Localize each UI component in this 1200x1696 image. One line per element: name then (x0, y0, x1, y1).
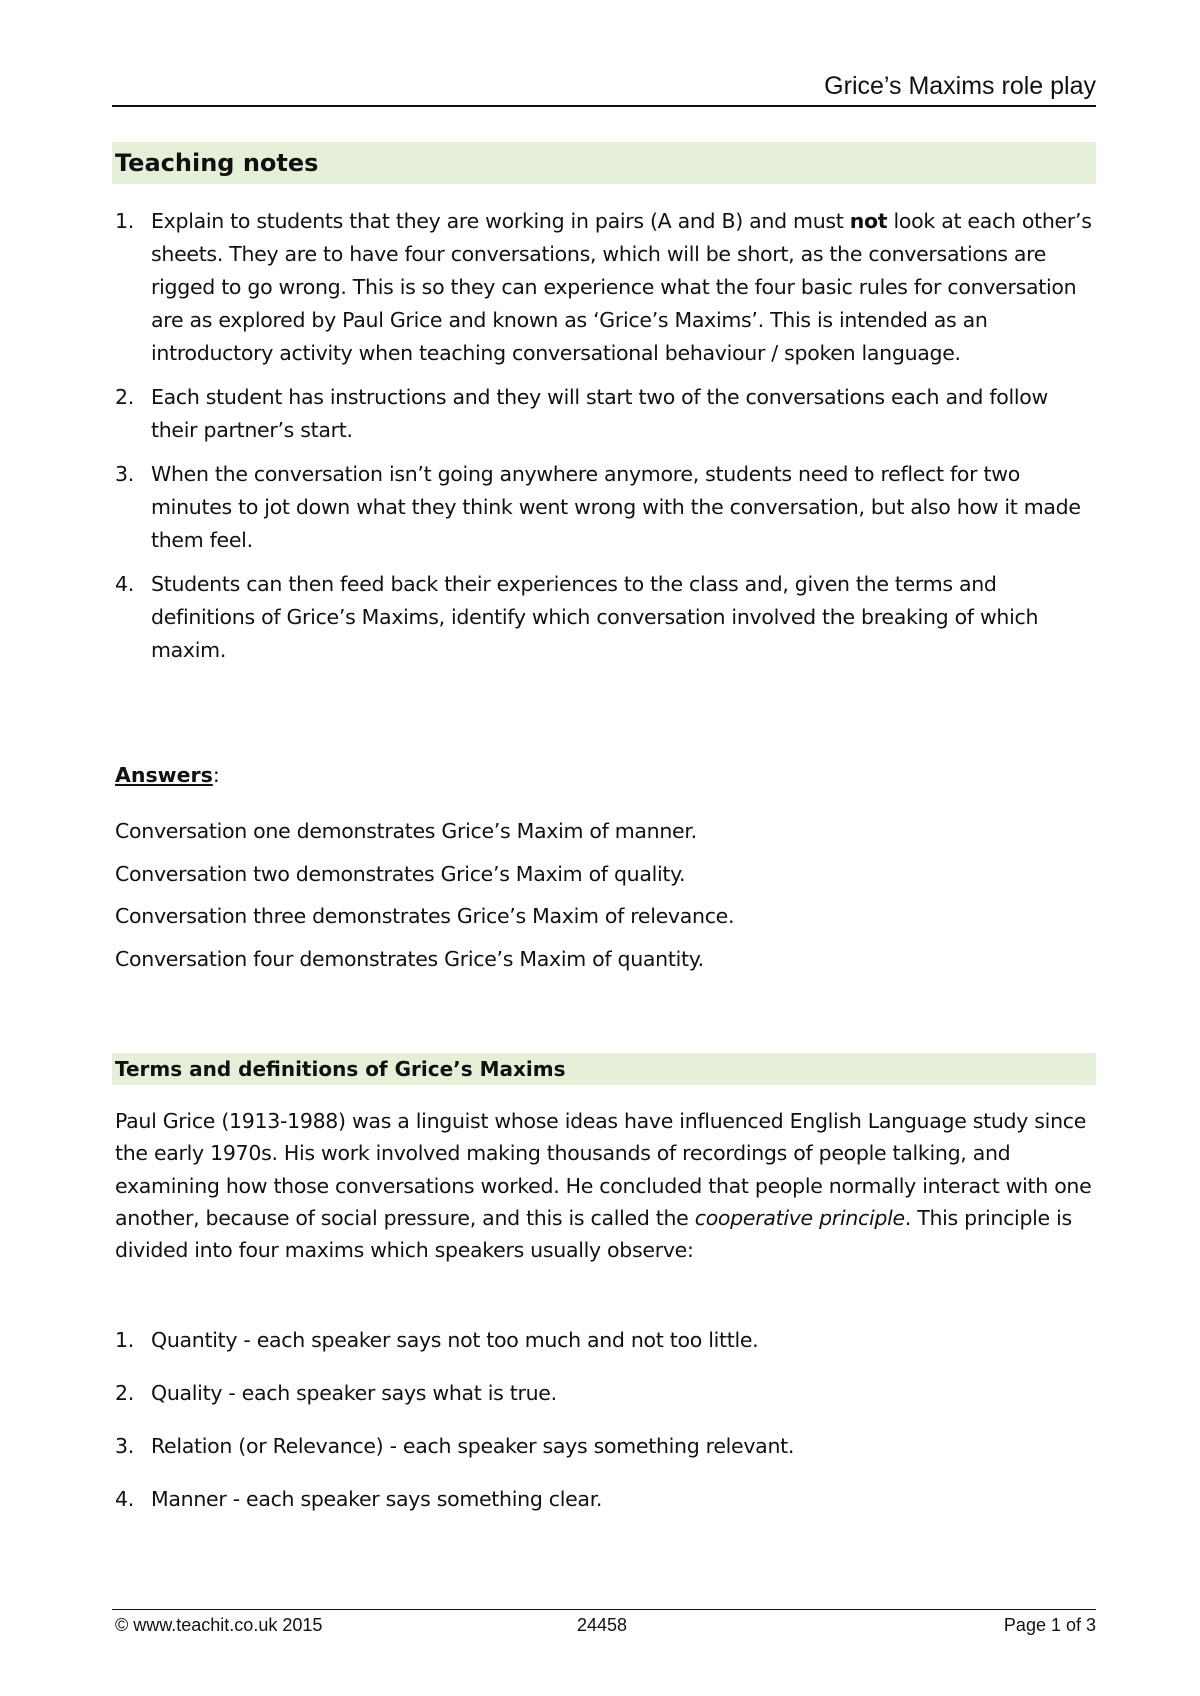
list-item (115, 205, 1100, 370)
list-item (115, 381, 1100, 447)
terms-heading: Terms and definitions of Grice’s Maxims (112, 1053, 1096, 1085)
teaching-notes-heading: Teaching notes (112, 142, 1096, 184)
terms-intro-paragraph (115, 1105, 1105, 1266)
list-number: 1. (115, 209, 134, 233)
list-item (115, 1430, 1100, 1463)
maxim-text: Quality - each speaker says what is true. (151, 1381, 557, 1405)
maxim-text: Relation (or Relevance) - each speaker says something relevant. (151, 1434, 795, 1458)
intro-italic-term: cooperative principle (694, 1205, 905, 1230)
list-item (115, 1483, 1100, 1516)
list-number: 3. (115, 462, 134, 486)
intro-text-part: Paul Grice (1913-1988) was a linguist whose ideas have influenced English Language study since the early 1970s. His work involved making thousands of recordings of people talking, and examining how those conversations worked. He concluded that people normally interact with one another, because of social pressure, and this is called the (115, 1109, 1092, 1230)
answer-line: Conversation four demonstrates Grice’s Maxim of quantity. (115, 946, 704, 971)
list-number: 1. (115, 1328, 134, 1352)
answers-label (115, 763, 220, 787)
maxim-text: Manner - each speaker says something clear. (151, 1487, 603, 1511)
answer-line: Conversation one demonstrates Grice’s Maxim of manner. (115, 819, 697, 843)
answer-line: Conversation three demonstrates Grice’s Maxim of relevance. (115, 904, 735, 928)
footer-copyright: © www.teachit.co.uk 2015 (115, 1615, 323, 1635)
list-item (115, 1377, 1100, 1410)
header-rule (112, 105, 1096, 107)
list-number: 4. (115, 572, 134, 596)
note-text: When the conversation isn’t going anywhere anymore, students need to reflect for two minutes to jot down what they think went wrong with the conversation, but also how it made them feel. (151, 462, 1081, 552)
note-bold-word: not (849, 209, 888, 233)
list-number: 2. (115, 385, 134, 409)
note-text: Each student has instructions and they will start two of the conversations each and follow their partner’s start. (151, 385, 1048, 442)
footer-resource-code: 24458 (577, 1615, 628, 1635)
header-title: Grice’s Maxims role play (824, 72, 1096, 100)
list-number: 4. (115, 1487, 134, 1511)
maxims-list (115, 1324, 1100, 1536)
list-item (115, 458, 1100, 557)
note-text-part: Explain to students that they are working in pairs (A and B) and must (151, 209, 850, 233)
list-item (115, 568, 1100, 667)
footer-page-number: Page 1 of 3 (1003, 1615, 1096, 1635)
list-number: 2. (115, 1381, 134, 1405)
note-text-part: look at each other’s sheets. They are to have four conversations, which will be short, as the conversations are rigged to go wrong. This is so they can experience what the four basic rules for conversation are as explored by Paul Grice and known as ‘Grice’s Maxims’. This is intended as an introductory activity when teaching conversational behaviour / spoken language. (151, 209, 1092, 365)
teaching-notes-list (115, 205, 1100, 678)
answers-label-text: Answers (115, 763, 213, 787)
answer-line: Conversation two demonstrates Grice’s Maxim of quality. (115, 861, 686, 886)
answers-list (115, 815, 1100, 985)
intro-text-part: . This principle is divided into four maxims which speakers usually observe: (115, 1205, 1072, 1263)
list-number: 3. (115, 1434, 134, 1458)
list-item (115, 1324, 1100, 1357)
footer-rule (112, 1609, 1096, 1610)
answers-colon: : (212, 763, 220, 787)
note-text: Students can then feed back their experiences to the class and, given the terms and definitions of Grice’s Maxims, identify which conversation involved the breaking of which maxim. (151, 572, 1039, 662)
maxim-text: Quantity - each speaker says not too much and not too little. (151, 1328, 759, 1352)
